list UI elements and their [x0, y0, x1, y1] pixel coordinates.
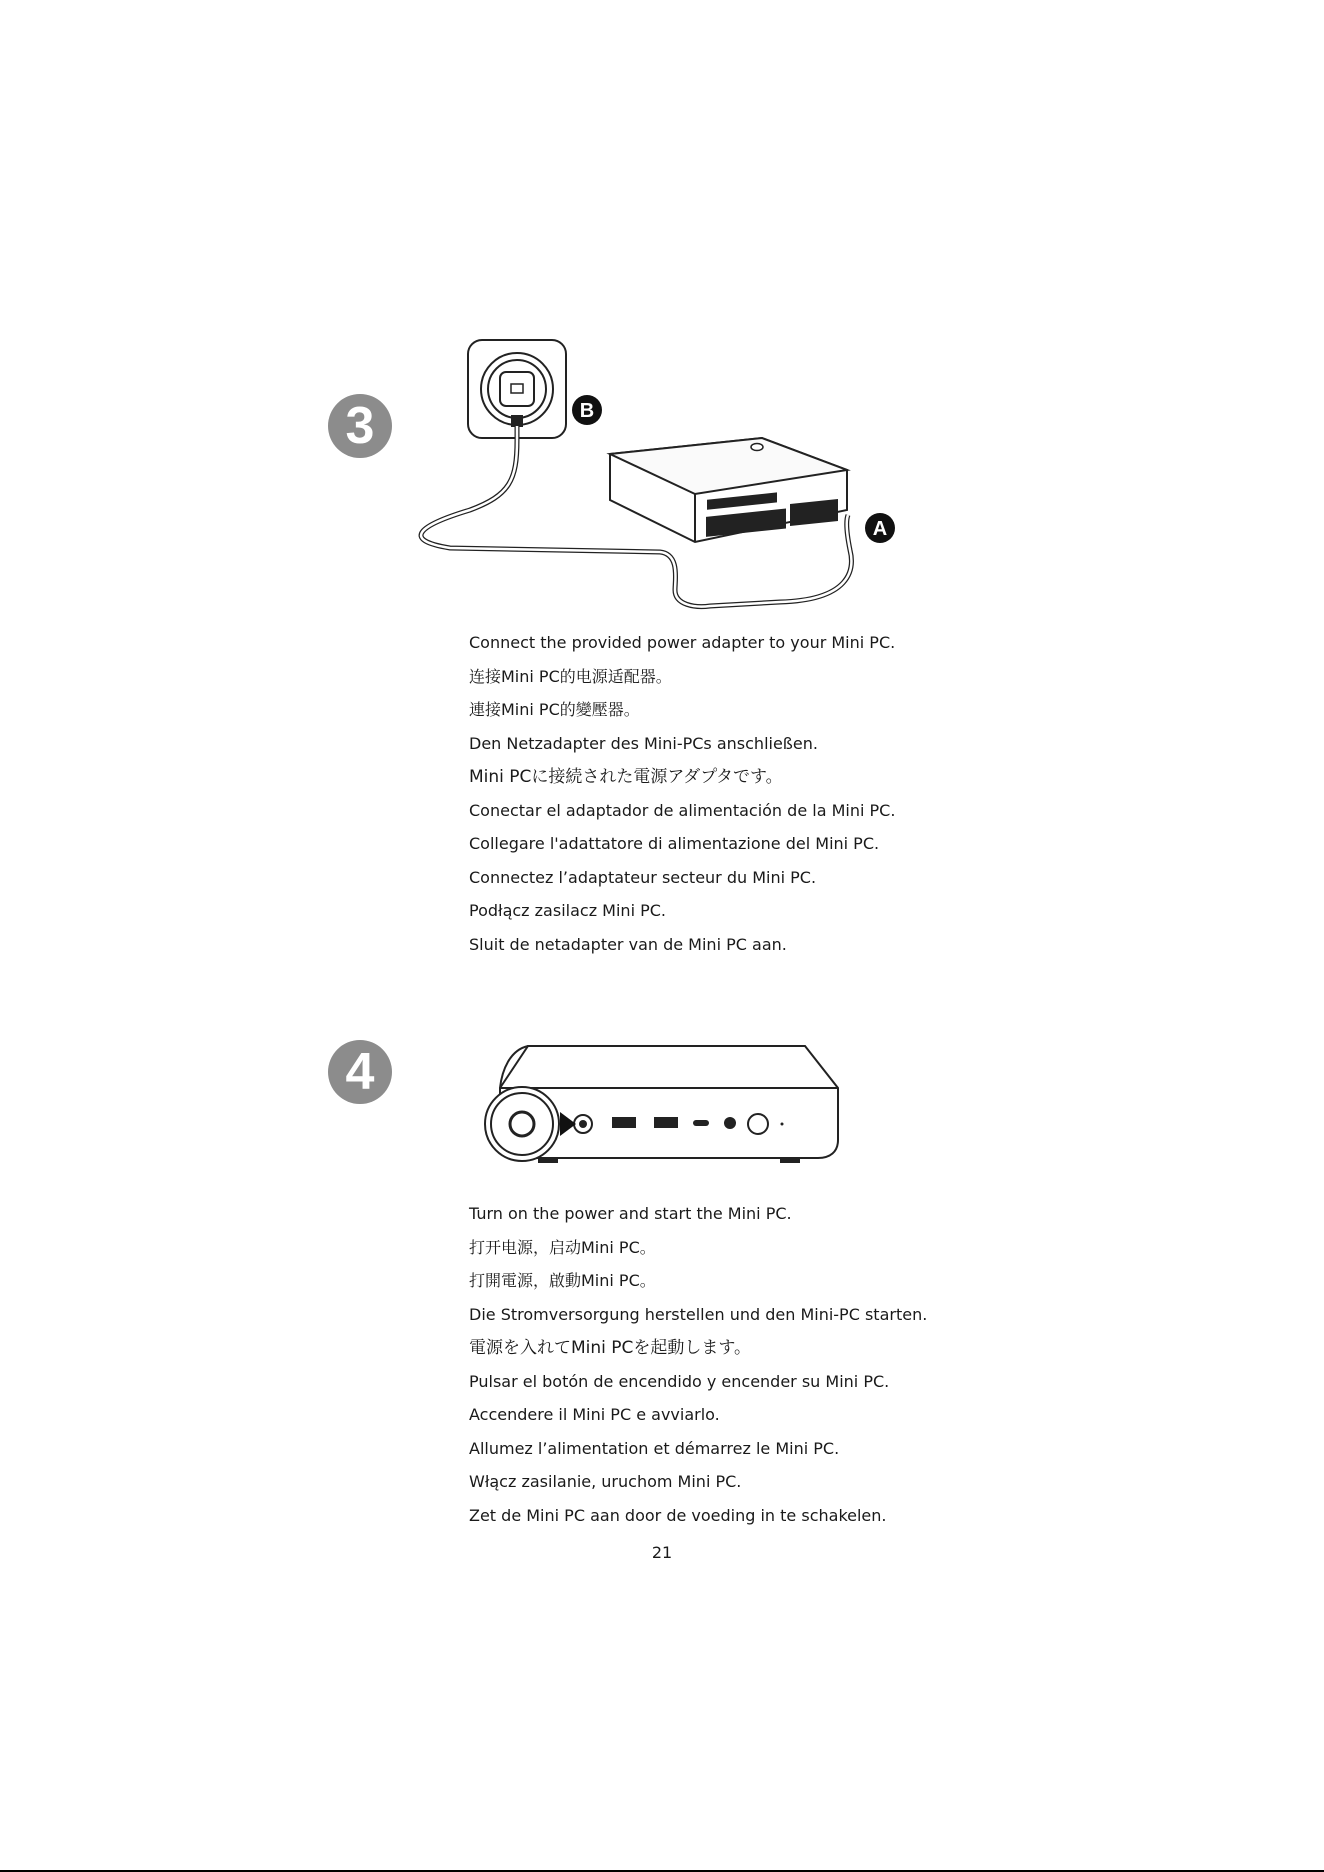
instruction-line: 打开电源，启动Mini PC。: [469, 1237, 656, 1257]
power-adapter-illustration: [410, 330, 910, 620]
wall-socket-icon: [468, 340, 566, 438]
svg-text:A: A: [872, 518, 888, 540]
instruction-line: Den Netzadapter des Mini-PCs anschließen.: [469, 733, 818, 753]
instruction-line: Podłącz zasilacz Mini PC.: [469, 901, 666, 920]
instruction-line: Turn on the power and start the Mini PC.: [469, 1204, 792, 1223]
step-4-badge: 4: [328, 1040, 392, 1104]
mini-pc-front-illustration: [480, 1040, 850, 1190]
step-4-instructions: [469, 1204, 927, 1539]
instruction-line: Sluit de netadapter van de Mini PC aan.: [469, 934, 787, 954]
instruction-line: 電源を入れてMini PCを起動します。: [469, 1338, 752, 1358]
instruction-line: Pulsar el botón de encendido y encender su Mini PC.: [469, 1371, 890, 1391]
page-number: 21: [651, 1543, 673, 1562]
step-3-instructions: [469, 633, 895, 968]
instruction-line: Die Stromversorgung herstellen und den Mini-PC starten.: [469, 1304, 928, 1324]
instruction-line: Connectez l’adaptateur secteur du Mini PC.: [469, 867, 817, 887]
instruction-line: Włącz zasilanie, uruchom Mini PC.: [469, 1472, 742, 1491]
instruction-line: 连接Mini PC的电源适配器。: [469, 666, 672, 686]
instruction-line: Connect the provided power adapter to your Mini PC.: [469, 633, 896, 652]
instruction-line: Zet de Mini PC aan door de voeding in te schakelen.: [469, 1505, 887, 1525]
svg-text:B: B: [579, 400, 595, 422]
instruction-line: Conectar el adaptador de alimentación de la Mini PC.: [469, 800, 896, 820]
callout-b-icon: [572, 395, 602, 425]
instruction-line: 連接Mini PC的變壓器。: [469, 700, 640, 719]
step-3-badge: 3: [328, 394, 392, 458]
mini-pc-rear-icon: [610, 438, 847, 542]
instruction-line: Accendere il Mini PC e avviarlo.: [469, 1405, 720, 1424]
instruction-line: Mini PCに接続された電源アダプタです。: [469, 767, 783, 787]
instruction-line: Allumez l’alimentation et démarrez le Mini PC.: [469, 1438, 840, 1458]
instruction-line: 打開電源，啟動Mini PC。: [469, 1271, 656, 1290]
instruction-line: Collegare l'adattatore di alimentazione del Mini PC.: [469, 834, 880, 853]
callout-a-icon: [865, 513, 895, 543]
